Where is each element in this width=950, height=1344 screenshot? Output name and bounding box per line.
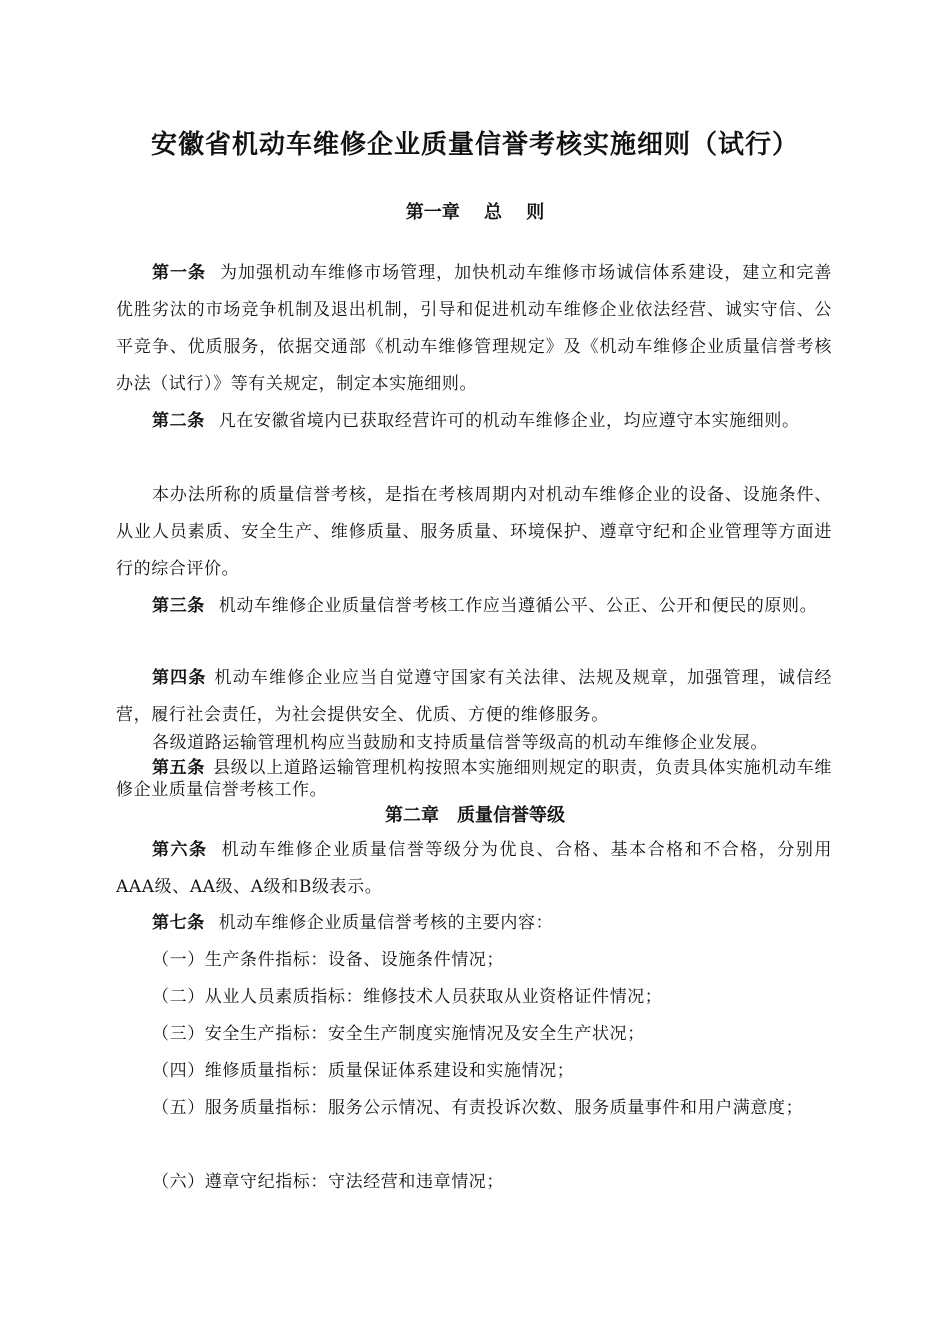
article-text: 为加强机动车维修市场管理，加快机动车维修市场诚信体系建设，建立和完善优胜劣汰的市场竞争机制及退出机制，引导和促进机动车维修企业依法经营、诚实守信、公平竞争、优质服务，依据交通部《机动车维修管理规定》及《机动车维修企业质量信誉考核办法（试行）》等有关规定，制定本实施细则。 (116, 263, 832, 394)
article-number: 第四条 (152, 668, 207, 688)
article-3 (116, 588, 832, 625)
article-text: 机动车维修企业质量信誉考核工作应当遵循公平、公正、公开和便民的原则。 (218, 596, 818, 616)
article-number: 第二条 (152, 411, 205, 431)
document-title: 安徽省机动车维修企业质量信誉考核实施细则（试行） (150, 130, 799, 160)
list-item-text: （四）维修质量指标：质量保证体系建设和实施情况； (152, 1061, 575, 1081)
article-4 (116, 660, 832, 734)
list-item-text: （五）服务质量指标：服务公示情况、有责投诉次数、服务质量事件和用户满意度； (152, 1098, 804, 1118)
article-2 (116, 403, 832, 440)
article-text: 机动车维修企业质量信誉等级分为优良、合格、基本合格和不合格，分别用AAA级、AA级、A级和B级表示。 (116, 840, 832, 897)
article-text: 凡在安徽省境内已获取经营许可的机动车维修企业，均应遵守本实施细则。 (218, 411, 800, 431)
article-number: 第一条 (152, 263, 207, 283)
article-number: 第三条 (152, 596, 205, 616)
list-item-text: （二）从业人员素质指标：维修技术人员获取从业资格证件情况； (152, 987, 663, 1007)
list-item-text: （六）遵章守纪指标：守法经营和违章情况； (152, 1172, 504, 1192)
list-item-text: （三）安全生产指标：安全生产制度实施情况及安全生产状况； (152, 1024, 645, 1044)
article-6 (116, 832, 832, 906)
paragraph-text: 本办法所称的质量信誉考核，是指在考核周期内对机动车维修企业的设备、设施条件、从业人员素质、安全生产、维修质量、服务质量、环境保护、遵章守纪和企业管理等方面进行的综合评价。 (116, 485, 832, 579)
article-number: 第七条 (152, 913, 205, 933)
article-5 (116, 757, 832, 801)
list-item-1 (116, 942, 832, 979)
article-number: 第六条 (152, 840, 208, 860)
list-item-4 (116, 1053, 832, 1090)
list-item-5 (116, 1090, 832, 1127)
article-text: 县级以上道路运输管理机构按照本实施细则规定的职责，负责具体实施机动车维修企业质量信誉考核工作。 (116, 758, 832, 800)
paragraph-definition (116, 477, 832, 588)
article-1 (116, 255, 832, 403)
article-7 (116, 905, 832, 942)
list-item-3 (116, 1016, 832, 1053)
article-text: 机动车维修企业应当自觉遵守国家有关法律、法规及规章，加强管理，诚信经营，履行社会责任，为社会提供安全、优质、方便的维修服务。 (116, 668, 832, 725)
paragraph-text: 各级道路运输管理机构应当鼓励和支持质量信誉等级高的机动车维修企业发展。 (152, 733, 768, 753)
paragraph-support (116, 732, 832, 754)
list-item-6 (116, 1164, 832, 1201)
article-number: 第五条 (152, 758, 206, 778)
chapter-heading-1: 第一章 总 则 (405, 202, 545, 223)
list-item-text: （一）生产条件指标：设备、设施条件情况； (152, 950, 504, 970)
article-text: 机动车维修企业质量信誉考核的主要内容： (218, 913, 554, 933)
list-item-2 (116, 979, 832, 1016)
chapter-heading-2: 第二章 质量信誉等级 (385, 805, 565, 826)
